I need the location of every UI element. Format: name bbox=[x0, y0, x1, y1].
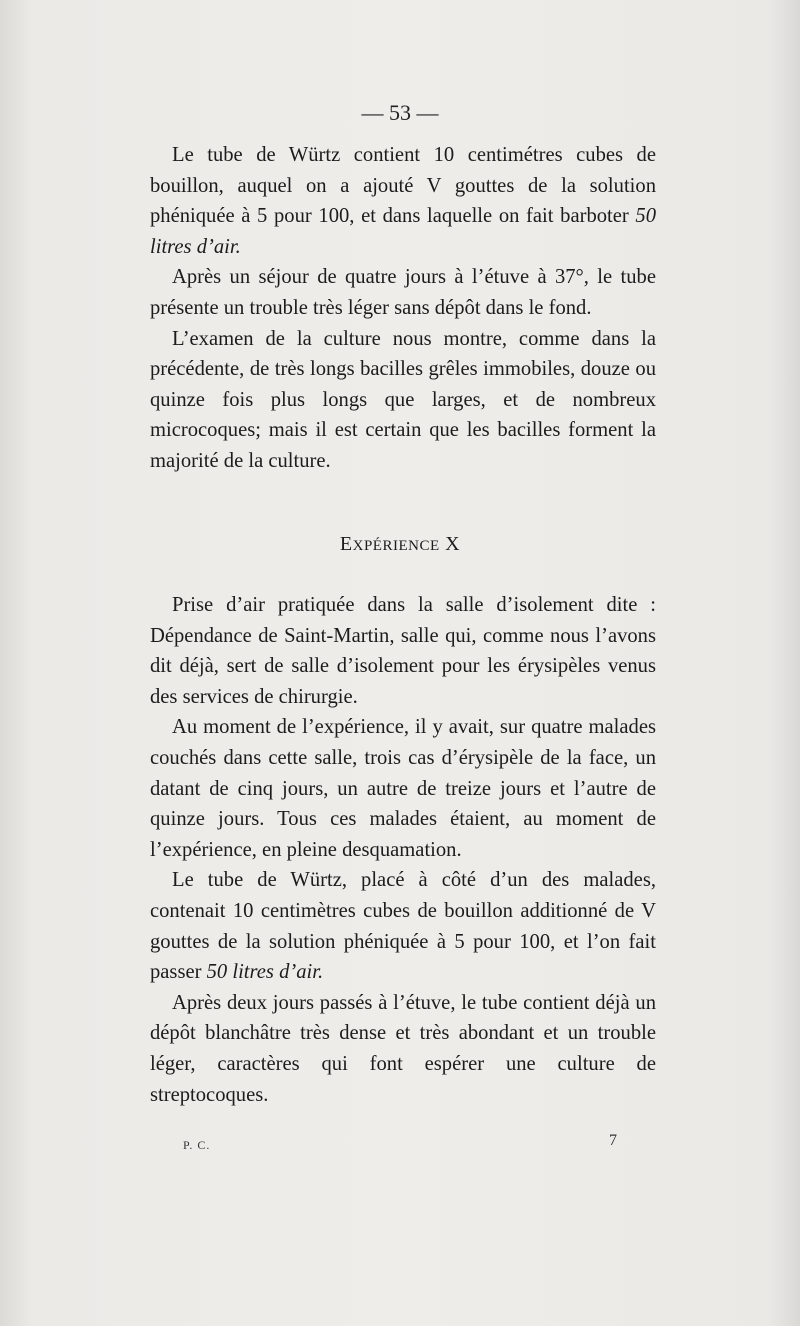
paragraph bbox=[150, 140, 656, 262]
paragraph bbox=[150, 865, 656, 987]
signature-mark: P. C. bbox=[183, 1138, 211, 1152]
paragraph: Au moment de l’expérience, il y avait, sur quatre malades couchés dans cette salle, trois cas d’érysipèle de la face, un datant de cinq jours, un autre de treize jours et l’autre de quinze jours. Tous ces malades étaient, au moment de l’expérience, en pleine desquamation. bbox=[150, 716, 656, 861]
paragraph: L’examen de la culture nous montre, comme dans la précédente, de très longs bacilles grêles immobiles, douze ou quinze fois plus longs que larges, et de nombreux microcoques; mais il est certain que les bacilles forment la majorité de la culture. bbox=[150, 327, 656, 472]
paragraph-text: Le tube de Würtz, placé à côté d’un des malades, contenait 10 centimètres cubes de bouillon additionné de V gouttes de la solution phéniquée à 5 pour 100, et l’on fait passer bbox=[150, 869, 656, 984]
italic-text: 50 litres d’air. bbox=[150, 205, 656, 258]
heading-initial: E bbox=[339, 533, 353, 555]
section-heading bbox=[0, 533, 800, 556]
italic-text: 50 litres d’air. bbox=[206, 961, 324, 984]
text-block-top bbox=[150, 140, 656, 477]
paragraph: Prise d’air pratiquée dans la salle d’isolement dite : Dépendance de Saint-Martin, salle qui, comme nous l’avons dit déjà, sert de salle d’isolement pour les érysipèles venus des services de chirurgie. bbox=[150, 594, 656, 708]
page-number: — 53 — bbox=[361, 100, 439, 125]
paragraph-text: Le tube de Würtz contient 10 centimétres cubes de bouillon, auquel on a ajouté V gouttes de la solution phéniquée à 5 pour 100, et dans laquelle on fait barboter bbox=[150, 144, 656, 228]
sheet-number: 7 bbox=[609, 1132, 617, 1149]
heading-smallcaps: XPÉRIENCE bbox=[352, 538, 440, 554]
paragraph: Après un séjour de quatre jours à l’étuve à 37°, le tube présente un trouble très léger sans dépôt dans le fond. bbox=[150, 266, 656, 319]
paragraph: Après deux jours passés à l’étuve, le tube contient déjà un dépôt blanchâtre très dense et très abondant et un trouble léger, caractères qui font espérer une culture de streptocoques. bbox=[150, 991, 656, 1106]
heading-numeral: X bbox=[445, 533, 461, 555]
text-block-bottom bbox=[150, 590, 656, 1110]
